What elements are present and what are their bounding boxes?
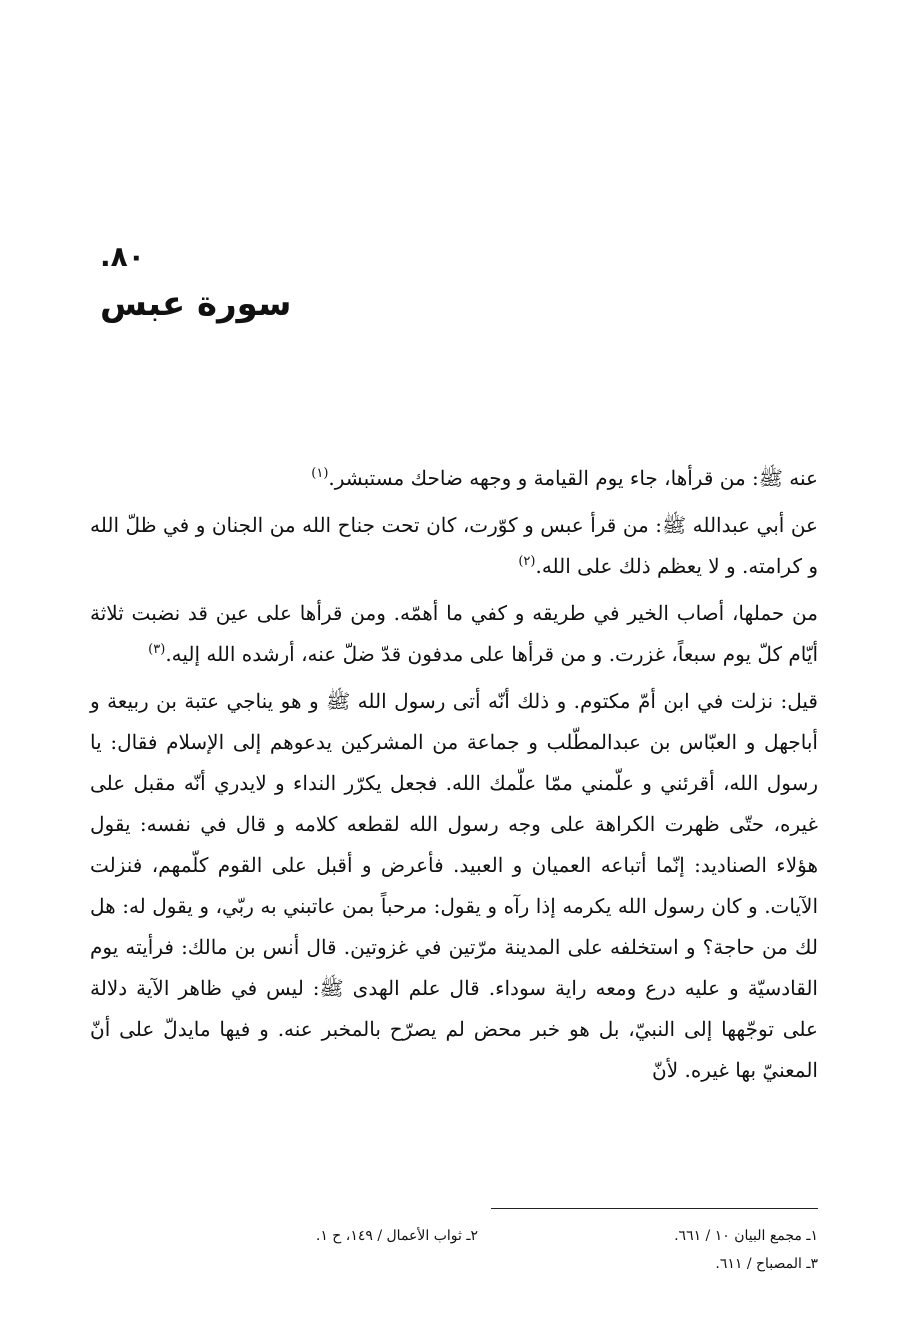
chapter-number: .٨٠ [100,240,145,273]
footnote-row [90,1250,818,1278]
main-text [90,458,818,1097]
footnote-divider [491,1208,818,1209]
paragraph-text: قيل: نزلت في ابن أمّ مكتوم. و ذلك أنّه أتى رسول الله ﷺ و هو يناجي عتبة بن ربيعة و أباجهل و العبّاس بن عبدالمطّلب و جماعة من المشركين يدعوهم إلى الإسلام فقال: يا رسول الله، أقرئني و علّمني ممّا علّمك الله. فجعل يكرّر النداء و لايدري أنّه مقبل على غيره، حتّى ظهرت الكراهة على وجه رسول الله لقطعه كلامه و قال في نفسه: يقول هؤلاء الصناديد: إنّما أتباعه العميان و العبيد. فأعرض و أقبل على القوم كلّمهم، فنزلت الآيات. و كان رسول الله يكرمه إذا رآه و يقول: مرحباً بمن عاتبني به ربّي، و يقول له: هل لك من حاجة؟ و استخلفه على المدينة مرّتين في غزوتين. قال أنس بن مالك: فرأيته يوم القادسيّة و عليه درع ومعه راية سوداء. قال علم الهدى ﷺ: ليس في ظاهر الآية دلالة على توجّهها إلى النبيّ، بل هو خبر محض لم يصرّح بالمخبر عنه. و فيها مايدلّ على أنّ المعنيّ بها غيره. لأنّ [90,689,818,1082]
paragraph [90,681,818,1091]
paragraph [90,593,818,675]
paragraph [90,458,818,499]
paragraph-text: عن أبي عبدالله ﷺ: من قرأ عبس و كوّرت، كان تحت جناح الله من الجنان و في ظلّ الله و كرامته. و لا يعظم ذلك على الله. [90,513,818,578]
footnote-marker: (١) [311,466,329,481]
footnote-row [90,1222,818,1250]
chapter-title: سورة عبس [100,284,292,324]
footnote-3: ٣ـ المصباح / ٦١١. [715,1256,818,1272]
footnotes [90,1222,818,1278]
paragraph [90,505,818,587]
footnote-2: ٢ـ ثواب الأعمال / ١٤٩، ح ١. [315,1228,478,1244]
footnote-1: ١ـ مجمع البيان ١٠ / ٦٦١. [674,1228,818,1244]
paragraph-text: عنه ﷺ: من قرأها، جاء يوم القيامة و وجهه ضاحك مستبشر. [328,466,818,490]
paragraph-text: من حملها، أصاب الخير في طريقه و كفي ما أهمّه. ومن قرأها على عين قد نضبت ثلاثة أيّام كلّ يوم سبعاً، غزرت. و من قرأها على مدفون قدّ ضلّ عنه، أرشده الله إليه. [90,601,818,666]
footnote-marker: (٢) [518,554,536,569]
footnote-marker: (٣) [148,642,166,657]
